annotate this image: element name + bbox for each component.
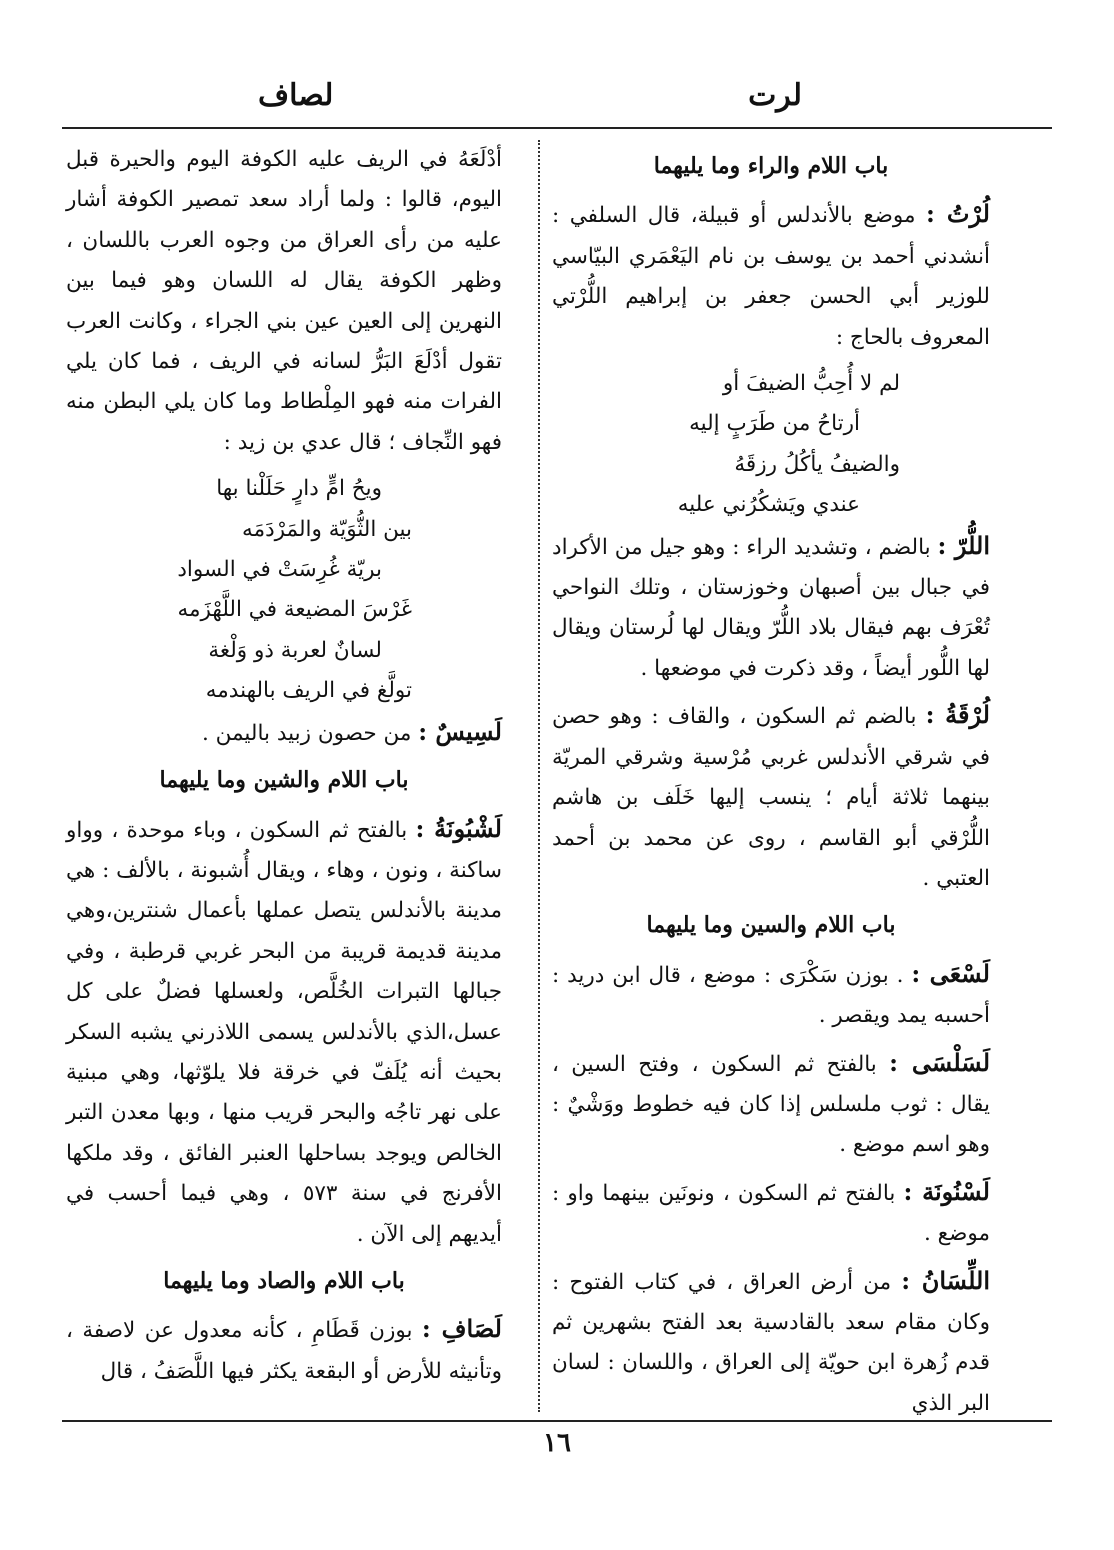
entry-text: بالضم ثم السكون ، والقاف : وهو حصن في شرقي الأندلس غربي مُرْسية وشرقي المريّة بينهما ثلاثة أيام ؛ ينسب إليها خَلَف بن هاشم اللُّرْقي أبو القاسم ، روى عن محمد بن أحمد العتبي . xyxy=(552,704,990,891)
headword: اللِّسَانُ : xyxy=(901,1265,990,1295)
right-column xyxy=(552,140,990,1430)
section-title: باب اللام والشين وما يليهما xyxy=(159,767,409,794)
entry-lasis xyxy=(66,712,502,754)
verse-line: أرتاحُ من طَرَبٍ إليه xyxy=(689,411,860,437)
entry-text: من حصون زبيد باليمن . xyxy=(201,720,412,746)
verse-line: تولَّغ في الريف بالهندمه xyxy=(205,678,412,704)
section-title: باب اللام والسين وما يليهما xyxy=(646,912,896,939)
entry-lasnuna xyxy=(552,1172,990,1255)
entry-text: . بوزن سَكْرَى : موضع ، قال ابن دريد : أحسبه يمد ويقصر . xyxy=(552,962,990,1029)
footer-rule xyxy=(62,1420,1052,1422)
entry-text: بوزن قَطَامِ ، كأنه معدول عن لاصفة ، وتأنيثه للأرض أو البقعة يكثر فيها اللَّصَفُ ، قال xyxy=(66,1318,502,1384)
headword: لَسْعَى : xyxy=(911,958,990,988)
verse-line: لسانٌ لعربة ذو وَلْغة xyxy=(208,637,382,663)
verse-line: بين الثُّوَيّة والمَرْدَمَه xyxy=(242,516,412,542)
section-title: باب اللام والصاد وما يليهما xyxy=(163,1267,405,1294)
left-column xyxy=(66,140,502,1398)
entry-lasalsa xyxy=(552,1043,990,1166)
verse-line: بريّة غُرِسَتْ في السواد xyxy=(177,557,382,583)
headword: لَسِيسٌ : xyxy=(418,716,502,746)
page-number: ١٦ xyxy=(543,1428,571,1458)
verse-line: والضيفُ يأكُلُ رزقَهُ xyxy=(734,451,900,477)
entry-lashbuna xyxy=(66,809,502,1255)
headword: لَسَلْسَى : xyxy=(889,1047,991,1077)
running-header-right: لرت xyxy=(748,78,802,113)
entry-lurt xyxy=(552,194,990,358)
entry-lurqa xyxy=(552,695,990,899)
verse-line: لم لا أُحِبُّ الضيفَ أو xyxy=(722,371,900,397)
headword: لُرْتُ : xyxy=(926,199,990,229)
entry-text: بالفتح ثم السكون ، وفتح السين ، يقال : ثوب ملسلس إذا كان فيه خطوط ووَشْيٌ : وهو اسم موضع . xyxy=(552,1051,990,1158)
column-divider xyxy=(538,140,540,1412)
section-title: باب اللام والراء وما يليهما xyxy=(653,153,889,179)
headword: لُرْقَةُ : xyxy=(925,700,990,730)
entry-text: موضع بالأندلس أو قبيلة، قال السلفي : أنشدني أحمد بن يوسف بن نام اليَعْمَري البيّاسي للوزير أبي الحسن جعفر بن إبراهيم اللُّرْتي المعروف بالحاج : xyxy=(552,203,990,350)
running-header-left: لصاف xyxy=(258,78,334,113)
headword: لَسْنُونَة : xyxy=(903,1176,990,1206)
entry-lasaa xyxy=(552,954,990,1037)
headword: اللُّرّ : xyxy=(937,530,990,560)
entry-lurr xyxy=(552,526,990,690)
header-rule xyxy=(62,127,1052,129)
verse-line: غَرْسَ المضيعة في اللَّهْزَمه xyxy=(177,597,412,623)
entry-text: بالفتح ثم السكون ، ونونَين بينهما واو : موضع . xyxy=(552,1180,990,1247)
entry-text: من أرض العراق ، في كتاب الفتوح : وكان مقام سعد بالقادسية بعد الفتح بشهرين ثم قدم زُهرة ابن حويّة إلى العراق ، واللسان : لسان البر الذي xyxy=(552,1269,990,1416)
verse-line: عندي ويَشكُرُني عليه xyxy=(677,492,860,518)
headword: لَصَافِ : xyxy=(421,1314,502,1344)
continued-text: أدْلَعَهُ في الريف عليه الكوفة اليوم والحيرة قبل اليوم، قالوا : ولما أراد سعد تمصير الكوفة أشار عليه من رأى العراق من وجوه العرب باللسان ، وظهر الكوفة يقال له اللسان وهو فيما بين النهرين إلى العين عين بني الجراء ، وكانت العرب تقول أدْلَعَ البَرُّ لسانه في الريف ، فما كان يلي الفرات منه فهو المِلْطاط وما كان يلي البطن منه فهو النِّجاف ؛ قال عدي بن زيد : xyxy=(66,147,502,455)
entry-lasaf xyxy=(66,1309,502,1392)
entry-text: بالفتح ثم السكون ، وباء موحدة ، وواو ساكنة ، ونون ، وهاء ، ويقال أُشبونة ، بالألف : هي مدينة بالأندلس يتصل عملها بأعمال شنترين،وهي مدينة قديمة قريبة من البحر غربي قرطبة ، وفي جبالها التبرات الخُلَّص، ولعسلها فضلٌ على كل عسل،الذي بالأندلس يسمى اللاذرني يشبه السكر بحيث أنه يُلَفّ في خرقة فلا يلوّثها، وهي مبنية على نهر تاجُه والبحر قريب منها ، وبها معدن التبر الخالص ويوجد بساحلها العنبر الفائق ، وقد ملكها الأفرنج في سنة ٥٧٣ ، وهي فيما أحسب في أيديهم إلى الآن . xyxy=(65,817,502,1247)
verse-line: ويحُ امٍّ دارٍ حَلَلْنا بها xyxy=(216,476,382,502)
entry-lisan xyxy=(552,1261,990,1425)
headword: لَشْبُونَةُ : xyxy=(415,813,502,843)
entry-text: بالضم ، وتشديد الراء : وهو جيل من الأكراد في جبال بين أصبهان وخوزستان ، وتلك النواحي تُعْرَف بهم فيقال بلاد اللُّرّ ويقال لها لُرستان ويقال لها اللُّور أيضاً ، وقد ذكرت في موضعها . xyxy=(552,534,990,681)
